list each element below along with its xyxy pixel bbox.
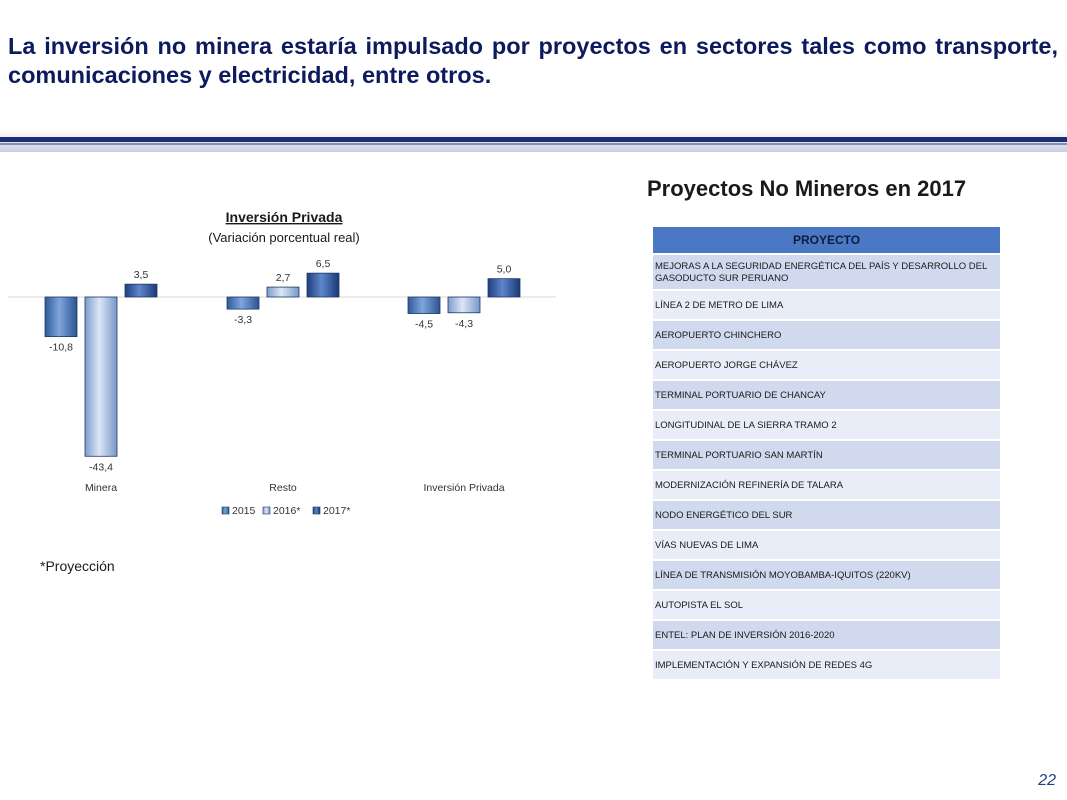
data-label: -10,8 [49, 341, 73, 354]
projects-table [653, 225, 1000, 681]
project-cell: AUTOPISTA EL SOL [653, 591, 1000, 619]
chart-title: Inversión Privada [225, 209, 343, 225]
investment-chart [0, 200, 580, 530]
data-label: 5,0 [496, 263, 512, 276]
table-row [653, 501, 1000, 529]
bar-2016-1 [267, 287, 299, 297]
category-label: Resto [269, 482, 297, 494]
data-label: 3,5 [133, 269, 149, 282]
chart-subtitle: (Variación porcentual real) [208, 230, 360, 245]
projects-table-title: Proyectos No Mineros en 2017 [647, 176, 967, 201]
category-label: Minera [84, 482, 118, 494]
table-row [653, 471, 1000, 499]
table-row [653, 381, 1000, 409]
project-cell: LONGITUDINAL DE LA SIERRA TRAMO 2 [653, 411, 1000, 439]
table-row [653, 621, 1000, 649]
project-cell: TERMINAL PORTUARIO SAN MARTÍN [653, 441, 1000, 469]
legend-swatch [263, 507, 270, 514]
legend-swatch [313, 507, 320, 514]
table-row [653, 651, 1000, 679]
bar-2017-2 [488, 279, 520, 297]
table-row [653, 291, 1000, 319]
legend-swatch [222, 507, 229, 514]
table-row [653, 531, 1000, 559]
project-cell: TERMINAL PORTUARIO DE CHANCAY [653, 381, 1000, 409]
header-rule-thin [0, 143, 1067, 145]
bar-2017-0 [125, 284, 157, 297]
project-cell: LÍNEA DE TRANSMISIÓN MOYOBAMBA-IQUITOS (220KV) [653, 561, 1000, 589]
bar-2015-1 [227, 297, 259, 309]
projects-table-header: PROYECTO [653, 227, 1000, 253]
bar-2017-1 [307, 273, 339, 297]
table-row [653, 411, 1000, 439]
legend-label: 2015 [232, 505, 256, 517]
table-row [653, 561, 1000, 589]
project-cell: MEJORAS A LA SEGURIDAD ENERGÉTICA DEL PAÍS Y DESARROLLO DEL GASODUCTO SUR PERUANO [653, 255, 1000, 289]
project-cell: VÍAS NUEVAS DE LIMA [653, 531, 1000, 559]
data-label: 6,5 [315, 258, 331, 271]
data-label: -3,3 [233, 314, 253, 327]
project-cell: MODERNIZACIÓN REFINERÍA DE TALARA [653, 471, 1000, 499]
project-cell: IMPLEMENTACIÓN Y EXPANSIÓN DE REDES 4G [653, 651, 1000, 679]
table-row [653, 441, 1000, 469]
table-row [653, 255, 1000, 289]
bar-2016-0 [85, 297, 117, 456]
table-row [653, 351, 1000, 379]
bar-2016-2 [448, 297, 480, 313]
page-number: 22 [1038, 772, 1056, 789]
data-label: 2,7 [275, 272, 291, 285]
projection-footnote: *Proyección [40, 558, 115, 574]
project-cell: NODO ENERGÉTICO DEL SUR [653, 501, 1000, 529]
table-row [653, 321, 1000, 349]
bar-2015-2 [408, 297, 440, 314]
slide-headline: La inversión no minera estaría impulsado por proyectos en sectores tales como transporte, comunicaciones y electricidad, entre otros. [8, 33, 1058, 88]
project-cell: LÍNEA 2 DE METRO DE LIMA [653, 291, 1000, 319]
data-label: -4,5 [414, 318, 434, 331]
data-label: -43,4 [89, 461, 113, 474]
category-label: Inversión Privada [423, 482, 505, 494]
table-row [653, 591, 1000, 619]
project-cell: AEROPUERTO CHINCHERO [653, 321, 1000, 349]
header-rule [0, 137, 1067, 142]
data-label: -4,3 [454, 317, 474, 330]
legend-label: 2017* [323, 505, 351, 517]
legend-label: 2016* [273, 505, 301, 517]
project-cell: ENTEL: PLAN DE INVERSIÓN 2016-2020 [653, 621, 1000, 649]
bar-2015-0 [45, 297, 77, 337]
project-cell: AEROPUERTO JORGE CHÁVEZ [653, 351, 1000, 379]
